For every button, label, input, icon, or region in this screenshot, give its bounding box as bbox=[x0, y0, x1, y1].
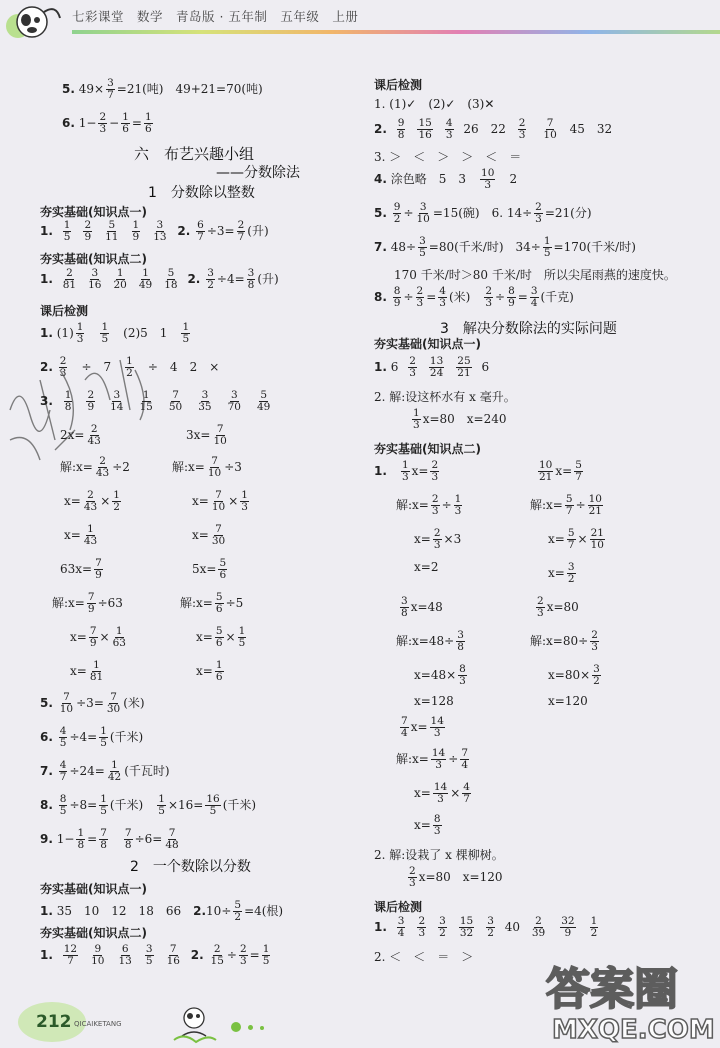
fraction: $\frac{5}{18}$ bbox=[164, 267, 178, 291]
fraction: $\frac{7}{50}$ bbox=[168, 389, 183, 413]
answer-line: 5. $\frac{7}{10}$ ÷3= $\frac{7}{30}$ (米) bbox=[40, 691, 145, 715]
equation-line: x= $\frac{7}{10}$ × $\frac{1}{3}$ bbox=[192, 489, 248, 513]
equation-line: 5x= $\frac{5}{6}$ bbox=[192, 557, 227, 581]
answer-line: $\frac{1}{3}$ x=80 x=240 bbox=[413, 407, 507, 431]
equation-line: x= $\frac{1}{6}$ bbox=[196, 659, 223, 683]
fraction: $\frac{3}{13}$ bbox=[153, 219, 167, 243]
section-title: 3 解决分数除法的实际问题 bbox=[440, 321, 617, 337]
equation-line: 3x= $\frac{7}{10}$ bbox=[186, 423, 227, 447]
section-title: 1 分数除以整数 bbox=[148, 185, 255, 201]
equation-line: x= $\frac{2}{3}$ ×3 bbox=[414, 527, 462, 551]
knowledge-heading: 夯实基础(知识点一) bbox=[40, 882, 147, 896]
equation-line: $\frac{10}{21}$ x= $\frac{5}{7}$ bbox=[539, 459, 582, 483]
knowledge-heading: 夯实基础(知识点二) bbox=[40, 252, 147, 266]
equation-line: x=80× $\frac{3}{2}$ bbox=[548, 663, 600, 687]
answer-line: 5. $\frac{9}{2}$ ÷ $\frac{3}{10}$ =15(碗) 6. 14÷ $\frac{2}{3}$ =21(分) bbox=[374, 201, 592, 225]
fraction: $\frac{9}{8}$ bbox=[397, 117, 405, 141]
fraction: $\frac{3}{2}$ bbox=[439, 915, 446, 939]
knowledge-heading: 夯实基础(知识点一) bbox=[374, 337, 481, 351]
fraction: $\frac{1}{2}$ bbox=[590, 915, 598, 939]
fraction: $\frac{9}{10}$ bbox=[91, 943, 105, 967]
footer-mascot-icon bbox=[168, 1002, 222, 1044]
fraction: $\frac{3}{2}$ bbox=[487, 915, 494, 939]
watermark-url: MXQE.COM bbox=[552, 1015, 715, 1045]
fraction: $\frac{2}{81}$ bbox=[62, 267, 77, 291]
fraction: $\frac{7}{16}$ bbox=[166, 943, 180, 967]
watermark-text: 答案圈 bbox=[546, 964, 678, 1015]
equation-line: $\frac{2}{3}$ x=80 bbox=[537, 595, 579, 619]
answer-line: 170 千米/时＞80 千米/时 所以尖尾雨燕的速度快。 bbox=[394, 268, 676, 282]
answer-line: 2. ＜ ＜ ＝ ＞ bbox=[374, 950, 474, 964]
equation-line: $\frac{7}{4}$ x= $\frac{14}{3}$ bbox=[401, 715, 444, 739]
answer-line: 1. $\frac{1}{5}$ $\frac{2}{9}$ $\frac{5}{11}$ $\frac{1}{9}$ $\frac{3}{13}$ 2. $\frac{6}{7}$ ÷3= $\frac{2}{7}$ (升) bbox=[40, 219, 269, 243]
fraction: $\frac{1}{15}$ bbox=[139, 389, 153, 413]
fraction: $\frac{3}{5}$ bbox=[145, 943, 153, 967]
equation-line: x=48× $\frac{8}{3}$ bbox=[414, 663, 466, 687]
section-title: 2 一个数除以分数 bbox=[130, 859, 251, 875]
equation-line: x=2 bbox=[414, 560, 439, 574]
answer-line: 2. 解:设这杯水有 x 毫升。 bbox=[374, 390, 516, 404]
equation-line: x= $\frac{14}{3}$ × $\frac{4}{7}$ bbox=[414, 781, 470, 805]
answer-line: 4. 涂色略 5 3 $\frac{10}{3}$ 2 bbox=[374, 167, 518, 191]
fraction: $\frac{1}{49}$ bbox=[138, 267, 153, 291]
fraction: $\frac{3}{16}$ bbox=[88, 267, 102, 291]
knowledge-heading: 夯实基础(知识点一) bbox=[40, 205, 147, 219]
fraction: $\frac{1}{8}$ bbox=[64, 389, 72, 413]
footer-brand: QICAIKETANG bbox=[74, 1020, 122, 1028]
answer-line: 1. $\frac{2}{81}$ $\frac{3}{16}$ $\frac{1}{20}$ $\frac{1}{49}$ $\frac{5}{18}$ 2. $\frac{3}{2}$ ÷4= $\frac{3}{8}$ (升) bbox=[40, 267, 279, 291]
answer-line: 8. $\frac{8}{9}$ ÷ $\frac{2}{3}$ = $\frac{4}{3}$ (米) $\frac{2}{3}$ ÷ $\frac{8}{9}$ = $\frac{3}{4}$ (千克) bbox=[374, 285, 574, 309]
answer-line: 2. $\frac{2}{3}$ ÷ 7 $\frac{1}{2}$ ÷ 4 2 × bbox=[40, 355, 220, 379]
fraction: $\frac{1}{20}$ bbox=[113, 267, 127, 291]
answer-line: 1. $\frac{3}{4}$ $\frac{2}{3}$ $\frac{3}{2}$ $\frac{15}{32}$ $\frac{3}{2}$ 40 $\frac{2}{39}$ $\frac{32}{9}$ $\frac{1}{2}$ bbox=[374, 915, 598, 939]
answer-line: 7. 48÷ $\frac{3}{5}$ =80(千米/时) 34÷ $\frac{1}{5}$ =170(千米/时) bbox=[374, 235, 636, 259]
equation-line: 解:x= $\frac{2}{43}$ ÷2 bbox=[60, 455, 130, 479]
equation-line: 1. $\frac{1}{3}$ x= $\frac{2}{3}$ bbox=[374, 459, 439, 483]
equation-line: x= $\frac{3}{2}$ bbox=[548, 561, 575, 585]
fraction: $\frac{2}{3}$ bbox=[518, 117, 526, 141]
fraction: $\frac{12}{7}$ bbox=[63, 943, 78, 967]
page-header bbox=[0, 0, 720, 44]
watermark-logo bbox=[538, 950, 718, 1048]
equation-line: x=120 bbox=[548, 694, 588, 708]
answer-line: 1. (1)✓ (2)✓ (3)✕ bbox=[374, 97, 495, 111]
fraction: $\frac{7}{10}$ bbox=[543, 117, 557, 141]
equation-line: x=128 bbox=[414, 694, 454, 708]
header-rainbow-bar bbox=[72, 30, 720, 34]
equation-line: x= $\frac{5}{6}$ × $\frac{1}{5}$ bbox=[196, 625, 246, 649]
fraction: $\frac{3}{70}$ bbox=[227, 389, 241, 413]
equation-line: x= $\frac{1}{81}$ bbox=[70, 659, 104, 683]
answer-line: 2. 解:设栽了 x 棵柳树。 bbox=[374, 848, 504, 862]
answer-line: 9. 1− $\frac{1}{8}$ = $\frac{7}{8}$ $\frac{7}{8}$ ÷6= $\frac{7}{48}$ bbox=[40, 827, 179, 851]
knowledge-heading: 夯实基础(知识点二) bbox=[374, 442, 481, 456]
unit-subtitle: ——分数除法 bbox=[216, 165, 300, 181]
fraction: $\frac{13}{24}$ bbox=[429, 355, 444, 379]
equation-line: x= $\frac{8}{3}$ bbox=[414, 813, 441, 837]
equation-line: 解:x= $\frac{7}{9}$ ÷63 bbox=[52, 591, 123, 615]
mascot-logo-icon bbox=[4, 0, 64, 46]
equation-line: 63x= $\frac{7}{9}$ bbox=[60, 557, 102, 581]
fraction: $\frac{1}{9}$ bbox=[132, 219, 140, 243]
fraction: $\frac{2}{39}$ bbox=[531, 915, 546, 939]
equation-line: x= $\frac{7}{30}$ bbox=[192, 523, 226, 547]
answer-line: 8. $\frac{8}{5}$ ÷8= $\frac{1}{5}$ (千米) $\frac{1}{5}$ ×16= $\frac{16}{5}$ (千米) bbox=[40, 793, 257, 817]
equation-line: 2x= $\frac{2}{43}$ bbox=[60, 423, 101, 447]
equation-line: 解:x= $\frac{5}{7}$ ÷ $\frac{10}{21}$ bbox=[530, 493, 602, 517]
fraction: $\frac{2}{9}$ bbox=[84, 219, 92, 243]
fraction: $\frac{15}{16}$ bbox=[418, 117, 432, 141]
knowledge-heading: 夯实基础(知识点二) bbox=[40, 926, 147, 940]
fraction: $\frac{3}{4}$ bbox=[397, 915, 405, 939]
equation-line: 解:x= $\frac{5}{6}$ ÷5 bbox=[180, 591, 244, 615]
fraction: $\frac{2}{3}$ bbox=[418, 915, 426, 939]
check-heading: 课后检测 bbox=[40, 304, 89, 318]
fraction: $\frac{4}{3}$ bbox=[445, 117, 453, 141]
fraction: $\frac{6}{13}$ bbox=[118, 943, 132, 967]
fraction: $\frac{2}{9}$ bbox=[87, 389, 95, 413]
answer-line: 1. 35 10 12 18 66 2.10÷ $\frac{5}{2}$ =4(根) bbox=[40, 899, 284, 923]
fraction: $\frac{5}{49}$ bbox=[257, 389, 271, 413]
equation-line: x= $\frac{7}{9}$ × $\frac{1}{63}$ bbox=[70, 625, 126, 649]
fraction: $\frac{15}{32}$ bbox=[459, 915, 474, 939]
equation-line: 解:x= $\frac{7}{10}$ ÷3 bbox=[172, 455, 242, 479]
fraction: $\frac{3}{14}$ bbox=[110, 389, 124, 413]
equation-line: 解:x= $\frac{2}{3}$ ÷ $\frac{1}{3}$ bbox=[396, 493, 462, 517]
answer-line: 3. $\frac{1}{8}$ $\frac{2}{9}$ $\frac{3}{14}$ $\frac{1}{15}$ $\frac{7}{50}$ $\frac{3}{35}$ $\frac{3}{70}$ $\frac{5}{49}$ bbox=[40, 389, 271, 413]
fraction: $\frac{5}{11}$ bbox=[105, 219, 119, 243]
fraction: $\frac{2}{3}$ bbox=[409, 355, 416, 379]
fraction: $\frac{3}{35}$ bbox=[198, 389, 212, 413]
answer-line: 3. ＞ ＜ ＞ ＞ ＜ ＝ bbox=[374, 150, 522, 164]
answer-line: 5. 49× $\frac{3}{7}$ =21(吨) 49+21=70(吨) bbox=[62, 77, 263, 101]
equation-line: 解:x= $\frac{14}{3}$ ÷ $\frac{7}{4}$ bbox=[396, 747, 468, 771]
equation-line: x= $\frac{2}{43}$ × $\frac{1}{2}$ bbox=[64, 489, 120, 513]
answer-line: 7. $\frac{4}{7}$ ÷24= $\frac{1}{42}$ (千瓦时) bbox=[40, 759, 170, 783]
page-number: 212 bbox=[36, 1012, 72, 1032]
answer-line: 6. $\frac{4}{5}$ ÷4= $\frac{1}{5}$ (千米) bbox=[40, 725, 144, 749]
equation-line: x= $\frac{5}{7}$ × $\frac{21}{10}$ bbox=[548, 527, 604, 551]
fraction: $\frac{32}{9}$ bbox=[561, 915, 575, 939]
unit-title: 六 布艺兴趣小组 bbox=[134, 145, 255, 163]
fraction: $\frac{25}{21}$ bbox=[457, 355, 471, 379]
check-heading: 课后检测 bbox=[374, 900, 423, 914]
equation-line: x= $\frac{1}{43}$ bbox=[64, 523, 98, 547]
answer-line: 6. 1− $\frac{2}{3}$ − $\frac{1}{6}$ = $\frac{1}{6}$ bbox=[62, 111, 152, 135]
answer-line: 1. 6 $\frac{2}{3}$ $\frac{13}{24}$ $\frac{25}{21}$ 6 bbox=[374, 355, 490, 379]
equation-line: $\frac{3}{8}$ x=48 bbox=[401, 595, 443, 619]
equation-line: 解:x=80÷ $\frac{2}{3}$ bbox=[530, 629, 598, 653]
header-title: 七彩课堂 数学 青岛版 · 五年制 五年级 上册 bbox=[72, 9, 359, 24]
answer-line: 1. $\frac{12}{7}$ $\frac{9}{10}$ $\frac{6}{13}$ $\frac{3}{5}$ $\frac{7}{16}$ 2. $\frac{2}{15}$ ÷ $\frac{2}{3}$ = $\frac{1}{5}$ bbox=[40, 943, 270, 967]
answer-line: $\frac{2}{3}$ x=80 x=120 bbox=[409, 865, 503, 889]
answer-line: 2. $\frac{9}{8}$ $\frac{15}{16}$ $\frac{4}{3}$ 26 22 $\frac{2}{3}$ $\frac{7}{10}$ 45 32 bbox=[374, 117, 613, 141]
fraction: $\frac{1}{5}$ bbox=[63, 219, 71, 243]
equation-line: 解:x=48÷ $\frac{3}{8}$ bbox=[396, 629, 464, 653]
check-heading: 课后检测 bbox=[374, 78, 423, 92]
answer-line: 1. (1) $\frac{1}{3}$ $\frac{1}{5}$ (2)5 1 $\frac{1}{5}$ bbox=[40, 321, 190, 345]
